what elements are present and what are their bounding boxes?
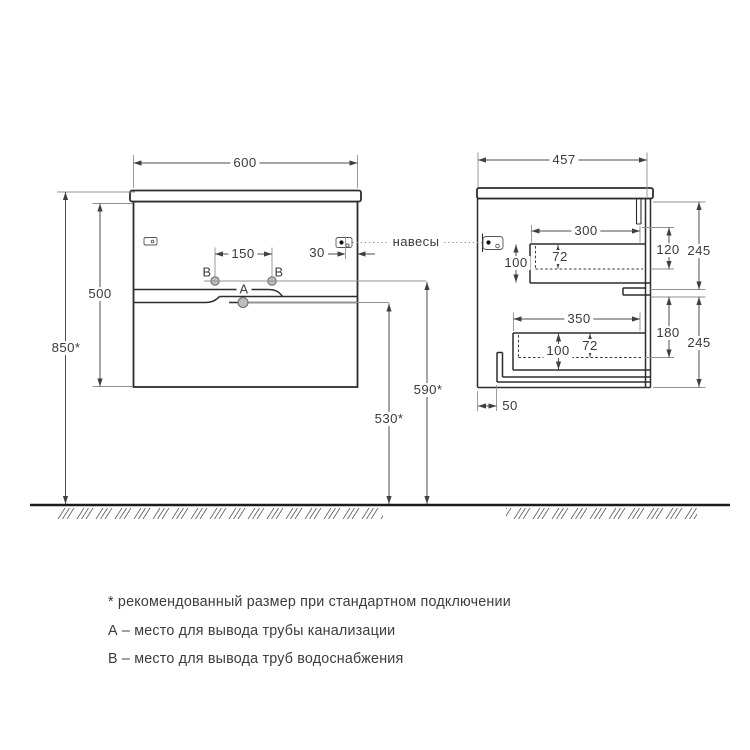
dim-front-drain-outlet-height: 530* bbox=[372, 412, 407, 426]
dim-side-upper-clearance: 120 bbox=[653, 243, 682, 257]
floor-line bbox=[30, 505, 730, 519]
side-countertop bbox=[477, 188, 653, 199]
upper-drawer-box bbox=[530, 244, 651, 283]
side-back-panel bbox=[646, 199, 651, 388]
side-cabinet-outline bbox=[478, 199, 651, 388]
footnote-asterisk: * рекомендованный размер при стандартном подключении bbox=[108, 594, 511, 610]
dim-side-lower-drawer-height: 100 bbox=[543, 344, 572, 358]
dim-side-bottom-recess: 50 bbox=[499, 399, 520, 413]
dim-side-upper-section: 245 bbox=[684, 244, 713, 258]
dim-front-width: 600 bbox=[230, 156, 259, 170]
dim-side-lower-drawer-inner: 72 bbox=[579, 339, 600, 353]
dim-front-hanger-offset: 30 bbox=[306, 246, 327, 260]
floor-hatching-right bbox=[506, 507, 697, 520]
dim-side-upper-drawer-width: 300 bbox=[571, 224, 600, 238]
drain-outlet-hole bbox=[238, 298, 248, 308]
hangers-callout: навесы bbox=[390, 235, 443, 249]
hanging-rail-slot bbox=[637, 199, 642, 225]
mid-rail-step bbox=[623, 288, 651, 295]
dim-side-upper-drawer-inner: 72 bbox=[549, 250, 570, 264]
footnote-point-b: В – место для вывода труб водоснабжения bbox=[108, 651, 404, 667]
label-water-point-right: B bbox=[274, 264, 284, 280]
dim-side-lower-drawer-width: 350 bbox=[564, 312, 593, 326]
dim-side-upper-drawer-height: 100 bbox=[501, 256, 530, 270]
dim-front-pipe-spacing: 150 bbox=[228, 247, 257, 261]
siphon-recess bbox=[497, 353, 651, 383]
dim-side-lower-clearance: 180 bbox=[653, 326, 682, 340]
hanger-bracket-side bbox=[483, 234, 504, 253]
dim-side-lower-section: 245 bbox=[684, 336, 713, 350]
label-water-point-left: B bbox=[202, 264, 212, 280]
label-drain-point: A bbox=[237, 282, 252, 295]
floor-hatching-left bbox=[57, 507, 383, 520]
dim-front-mount-height: 850* bbox=[49, 341, 84, 355]
dim-front-water-outlet-height: 590* bbox=[411, 383, 446, 397]
dim-side-depth: 457 bbox=[549, 153, 578, 167]
footnote-point-a: А – место для вывода трубы канализации bbox=[108, 623, 396, 639]
dim-front-body-height: 500 bbox=[85, 287, 114, 301]
front-countertop bbox=[130, 191, 361, 202]
